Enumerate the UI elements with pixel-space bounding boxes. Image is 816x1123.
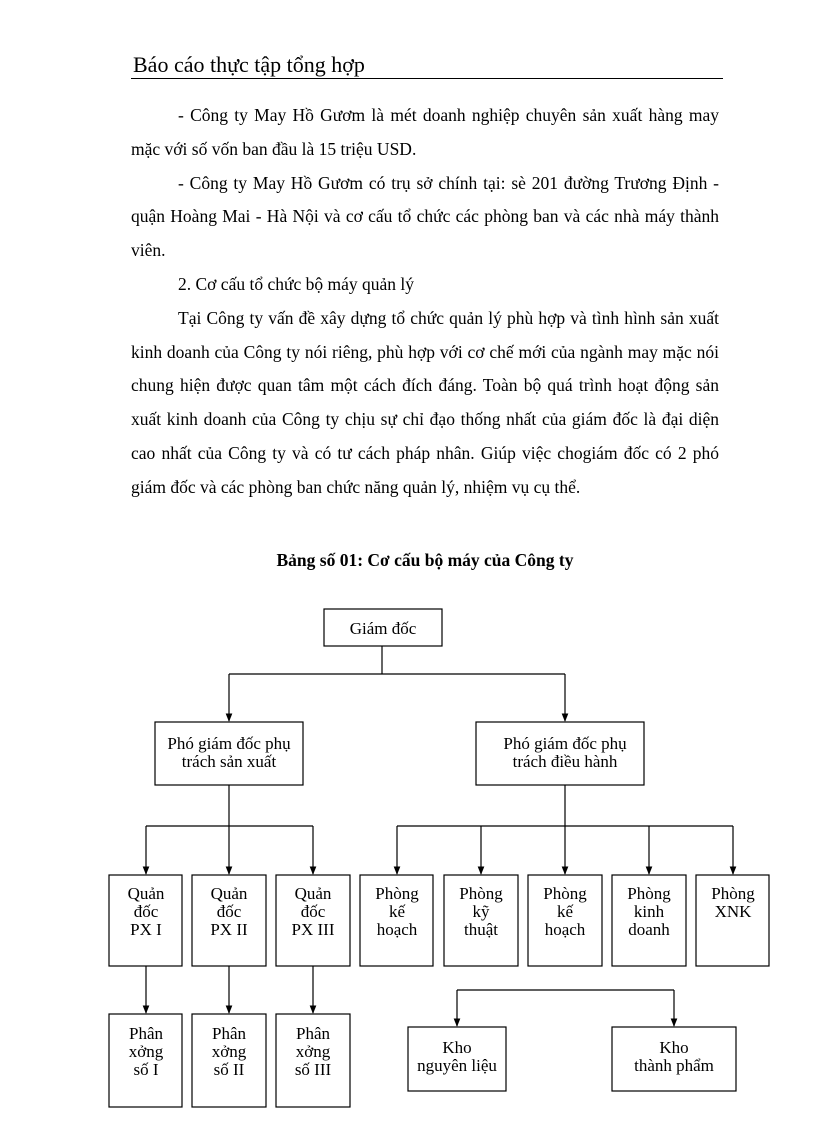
department-1-line-3: hoạch — [376, 920, 418, 939]
connectors-workshops — [146, 966, 313, 1013]
warehouse-2-line-1: Kho — [659, 1038, 689, 1057]
deputy-production-line-1: Phó giám đốc phụ — [167, 734, 291, 753]
foreman-2-line-1: Quản — [210, 884, 248, 903]
warehouse-1-line-1: Kho — [442, 1038, 472, 1057]
deputy-operations-line-1: Phó giám đốc phụ — [503, 734, 627, 753]
connectors-production — [146, 785, 313, 874]
workshop-2-line-2: xởng — [211, 1042, 247, 1061]
deputy-production-line-2: trách sản xuất — [181, 752, 277, 771]
department-5-line-2: XNK — [714, 902, 752, 921]
director-label: Giám đốc — [349, 619, 417, 638]
connectors-operations — [397, 785, 733, 874]
workshop-3-line-2: xởng — [295, 1042, 331, 1061]
warehouse-1-line-2: nguyên liệu — [417, 1056, 497, 1075]
workshop-1-line-1: Phân — [129, 1024, 163, 1043]
department-1-line-1: Phòng — [375, 884, 419, 903]
paragraph-4: Tại Công ty vấn đề xây dựng tổ chức quản lý phù hợp và tình hình sản xuất kinh doanh của Công ty nói riêng, phù hợp với cơ chế mới của ngành may mặc nói chung hiện được quan tâm một cách đích đáng. Toàn bộ quá trình hoạt động sản xuất kinh doanh của Công ty chịu sự chỉ đạo thống nhất của giám đốc là đại diện cao nhất của Công ty và có tư cách pháp nhân. Giúp việc chogiám đốc có 2 phó giám đốc và các phòng ban chức năng quản lý, nhiệm vụ cụ thể. — [131, 307, 719, 497]
department-1-line-2: kế — [388, 902, 406, 921]
chart-caption: Bảng số 01: Cơ cấu bộ máy của Công ty — [276, 550, 574, 570]
department-3-line-1: Phòng — [543, 884, 587, 903]
deputy-operations-line-2: trách điều hành — [512, 752, 618, 771]
department-2-line-3: thuật — [464, 920, 498, 939]
department-2-line-2: kỹ — [472, 902, 490, 921]
connectors-warehouses — [457, 990, 674, 1026]
workshop-2-line-3: số II — [213, 1060, 245, 1079]
workshop-2-line-1: Phân — [212, 1024, 246, 1043]
connectors-level-1 — [229, 646, 565, 721]
workshop-3-line-3: số III — [294, 1060, 332, 1079]
department-4-line-3: doanh — [628, 920, 670, 939]
foreman-1-line-1: Quản — [127, 884, 165, 903]
department-5-line-1: Phòng — [711, 884, 755, 903]
paragraph-1: - Công ty May Hồ Gươm là mét doanh nghiệp chuyên sản xuất hàng may mặc với số vốn ban đầu là 15 triệu USD. — [131, 105, 719, 159]
section-heading: 2. Cơ cấu tổ chức bộ máy quản lý — [178, 273, 414, 294]
warehouse-2-line-2: thành phẩm — [634, 1056, 714, 1075]
department-2-line-1: Phòng — [459, 884, 503, 903]
foreman-3-line-2: đốc — [300, 902, 326, 921]
foreman-2-line-2: đốc — [216, 902, 242, 921]
workshop-3-line-1: Phân — [296, 1024, 330, 1043]
foreman-3-line-3: PX III — [291, 920, 335, 939]
foreman-1-line-2: đốc — [133, 902, 159, 921]
department-3-line-3: hoạch — [544, 920, 586, 939]
department-3-line-2: kế — [556, 902, 574, 921]
workshop-1-line-3: số I — [133, 1060, 159, 1079]
foreman-1-line-3: PX I — [130, 920, 162, 939]
foreman-2-line-3: PX II — [210, 920, 248, 939]
page-header-title: Báo cáo thực tập tổng hợp — [133, 52, 365, 77]
department-4-line-1: Phòng — [627, 884, 671, 903]
foreman-3-line-1: Quản — [294, 884, 332, 903]
workshop-1-line-2: xởng — [128, 1042, 164, 1061]
department-4-line-2: kinh — [633, 902, 665, 921]
paragraph-2: - Công ty May Hồ Gươm có trụ sở chính tại: sè 201 đường Trương Định - quận Hoàng Mai - Hà Nội và cơ cấu tổ chức các phòng ban và các nhà máy thành viên. — [131, 172, 719, 261]
